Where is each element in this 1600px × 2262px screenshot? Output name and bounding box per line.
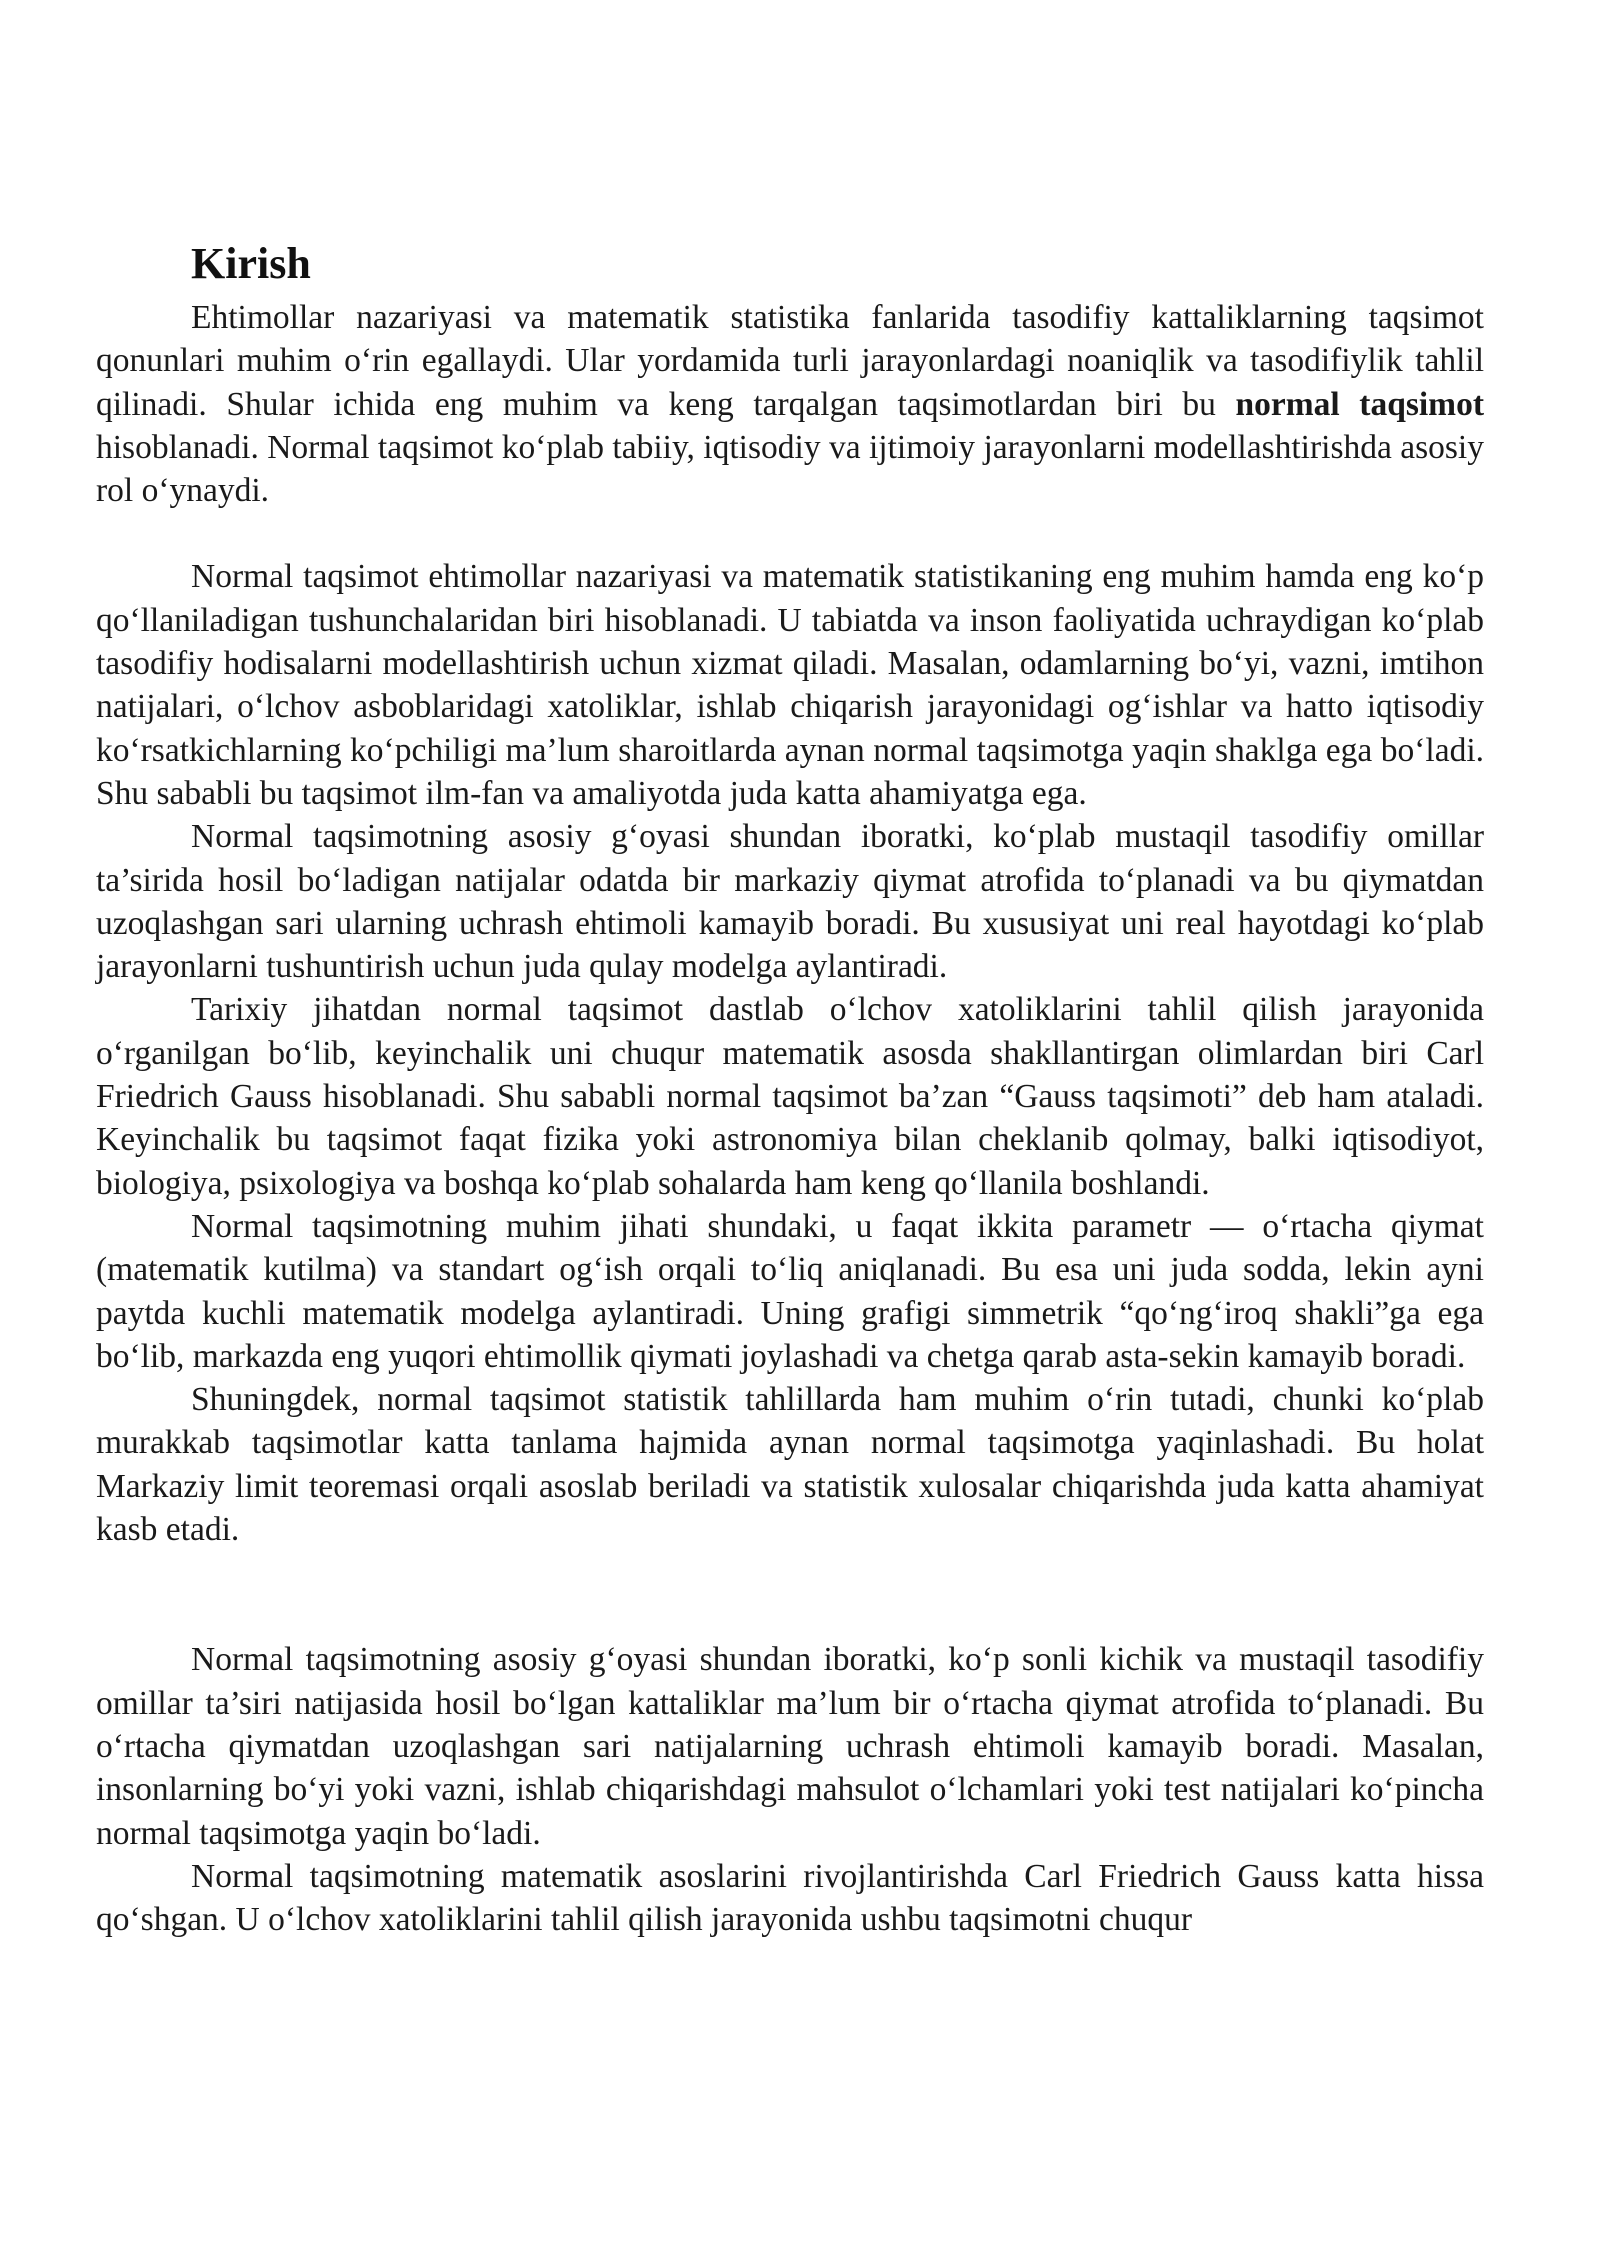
body-paragraph: Normal taqsimotning muhim jihati shundaki, u faqat ikkita parametr — o‘rtacha qiymat (matematik kutilma) va standart og‘ish orqali to‘liq aniqlanadi. Bu esa uni juda sodda, lekin ayni paytda kuchli matematik modelga aylantiradi. Uning grafigi simmetrik “qo‘ng‘iroq shakli”ga ega bo‘lib, markazda eng yuqori ehtimollik qiymati joylashadi va chetga qarab asta-sekin kamayib boradi. bbox=[96, 1207, 1484, 1375]
section-gap bbox=[96, 1551, 1484, 1638]
body-paragraph: Normal taqsimotning matematik asoslarini rivojlantirishda Carl Friedrich Gauss katta hissa qo‘shgan. U o‘lchov xatoliklarini tahlil qilish jarayonida ushbu taqsimotni chuqur bbox=[96, 1857, 1484, 1939]
intro-text-end: hisoblanadi. Normal taqsimot ko‘plab tabiiy, iqtisodiy va ijtimoiy jarayonlarni modellashtirishda asosiy rol o‘ynaydi. bbox=[96, 428, 1484, 510]
intro-text-start: Ehtimollar nazariyasi va matematik statistika fanlarida tasodifiy kattaliklarning taqsimot qonunlari muhim o‘rin egallaydi. Ular yordamida turli jarayonlardagi noaniqlik va tasodifiylik tahlil qilinadi. Shular ichida eng muhim va keng tarqalgan taqsimotlardan biri bu bbox=[96, 299, 1484, 423]
section-heading: Kirish bbox=[191, 239, 311, 288]
body-paragraph: Tarixiy jihatdan normal taqsimot dastlab o‘lchov xatoliklarini tahlil qilish jarayonida o‘rganilgan bo‘lib, keyinchalik uni chuqur matematik asosda shakllantirgan olimlardan biri Carl Friedrich Gauss hisoblanadi. Shu sababli normal taqsimot ba’zan “Gauss taqsimoti” deb ham ataladi. Keyinchalik bu taqsimot faqat fizika yoki astronomiya bilan cheklanib qolmay, balki iqtisodiyot, biologiya, psixologiya va boshqa ko‘plab sohalarda ham keng qo‘llanila boshlandi. bbox=[96, 991, 1484, 1202]
body-paragraph: Normal taqsimotning asosiy g‘oyasi shundan iboratki, ko‘p sonli kichik va mustaqil tasodifiy omillar ta’siri natijasida hosil bo‘lgan kattaliklar ma’lum bir o‘rtacha qiymat atrofida to‘planadi. Bu o‘rtacha qiymatdan uzoqlashgan sari natijalarning uchrash ehtimoli kamayib boradi. Masalan, insonlarning bo‘yi yoki vazni, ishlab chiqarishdagi mahsulot o‘lchamlari yoki test natijalari ko‘pincha normal taqsimotga yaqin bo‘ladi. bbox=[96, 1641, 1484, 1852]
body-paragraph: Normal taqsimotning asosiy g‘oyasi shundan iboratki, ko‘plab mustaqil tasodifiy omillar ta’sirida hosil bo‘ladigan natijalar odatda bir markaziy qiymat atrofida to‘planadi va bu qiymatdan uzoqlashgan sari ularning uchrash ehtimoli kamayib boradi. Bu xususiyat uni real hayotdagi ko‘plab jarayonlarni tushuntirish uchun juda qulay modelga aylantiradi. bbox=[96, 818, 1484, 986]
document-page bbox=[96, 232, 1484, 1941]
paragraph-gap bbox=[96, 512, 1484, 555]
intro-bold-term: normal taqsimot bbox=[1235, 385, 1484, 423]
intro-paragraph bbox=[96, 296, 1484, 512]
body-paragraph: Normal taqsimot ehtimollar nazariyasi va matematik statistikaning eng muhim hamda eng ko‘p qo‘llaniladigan tushunchalaridan biri hisoblanadi. U tabiatda va inson faoliyatida uchraydigan ko‘plab tasodifiy hodisalarni modellashtirish uchun xizmat qiladi. Masalan, odamlarning bo‘yi, vazni, imtihon natijalari, o‘lchov asboblaridagi xatoliklar, ishlab chiqarish jarayonidagi og‘ishlar va hatto iqtisodiy ko‘rsatkichlarning ko‘pchiligi ma’lum sharoitlarda aynan normal taqsimotga yaqin shaklga ega bo‘ladi. Shu sababli bu taqsimot ilm-fan va amaliyotda juda katta ahamiyatga ega. bbox=[96, 558, 1484, 812]
body-paragraph: Shuningdek, normal taqsimot statistik tahlillarda ham muhim o‘rin tutadi, chunki ko‘plab murakkab taqsimotlar katta tanlama hajmida aynan normal taqsimotga yaqinlashadi. Bu holat Markaziy limit teoremasi orqali asoslab beriladi va statistik xulosalar chiqarishda juda katta ahamiyat kasb etadi. bbox=[96, 1381, 1484, 1549]
